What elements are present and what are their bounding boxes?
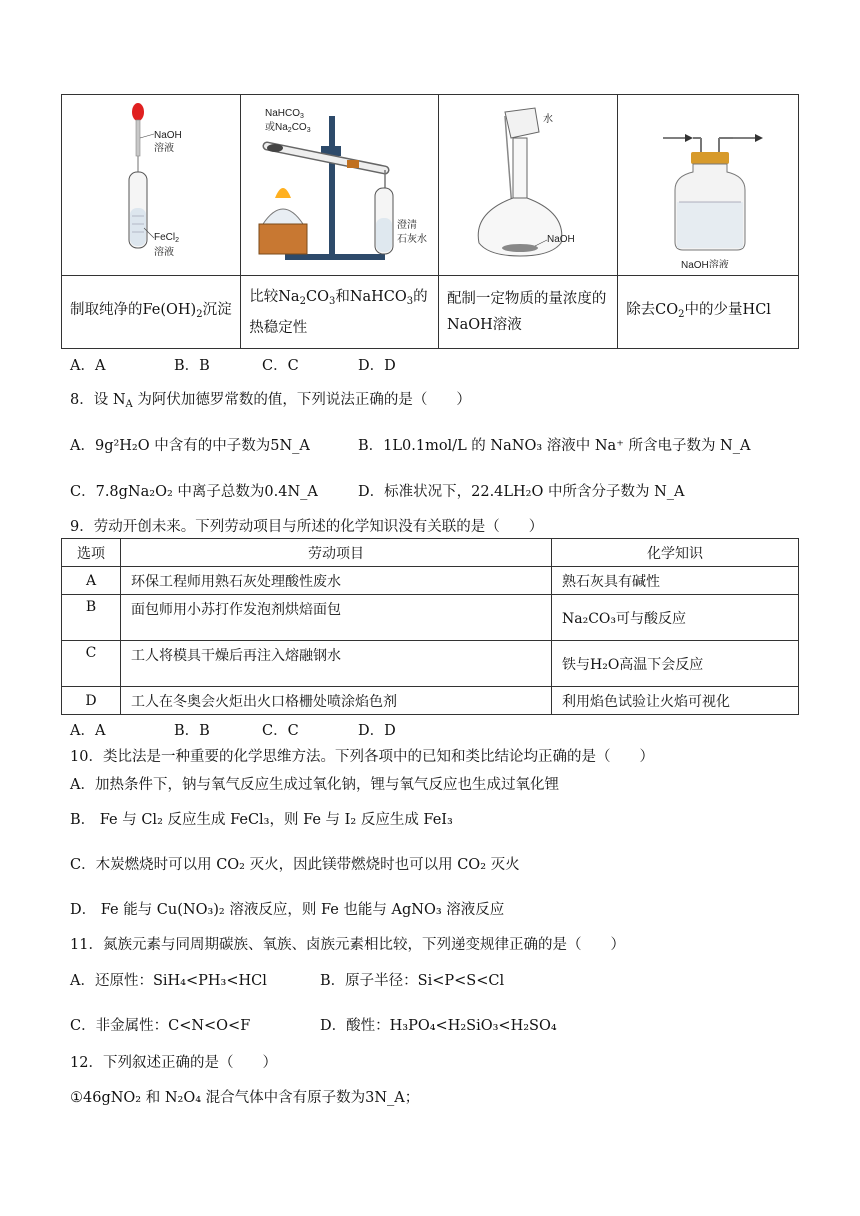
q9-option-d[interactable]: D．D (358, 723, 396, 739)
q9-row-b-labor: 面包师用小苏打作发泡剂烘焙面包 (121, 595, 552, 641)
heating-apparatus-figure (245, 98, 435, 268)
q8-option-a[interactable]: A．9g²H₂O 中含有的中子数为5N_A (70, 438, 310, 454)
q11-option-d[interactable]: D．酸性：H₃PO₄<H₂SiO₃<H₂SO₄ (320, 1018, 557, 1034)
fig-cell-3 (438, 95, 617, 276)
q9-table (61, 538, 799, 715)
fig1-label-naoh: NaOH (154, 130, 182, 141)
fig1-label-solution: 溶液 (154, 143, 175, 154)
caption-2: 比较$Na_2CO_3$和NaHCO$_3$的热稳定性 (241, 276, 439, 349)
fig1-label-fecl2: FeCl$_2$ (154, 232, 180, 244)
q9-stem: 9．劳动开创未来。下列劳动项目与所述的化学知识没有关联的是（ ） (70, 519, 544, 535)
fig1-label-solution2: 溶液 (154, 247, 175, 258)
q9-row-c-chem: 铁与H₂O高温下会反应 (552, 641, 799, 687)
q10-option-c[interactable]: C．木炭燃烧时可以用 CO₂ 灭火，因此镁带燃烧时也可以用 CO₂ 灭火 (70, 857, 520, 873)
q9-row-a-labor: 环保工程师用熟石灰处理酸性废水 (121, 567, 552, 595)
q9-row-d-labor: 工人在冬奥会火炬出火口格栅处喷涂焰色剂 (121, 687, 552, 715)
table-row (62, 687, 799, 715)
q12-stem: 12．下列叙述正确的是（ ） (70, 1055, 277, 1071)
q12-item-1: ①46gNO₂ 和 N₂O₄ 混合气体中含有原子数为3N_A； (70, 1090, 420, 1106)
q9-row-d-option: D (62, 687, 121, 715)
q9-option-c[interactable]: C．C (262, 723, 299, 739)
q11-option-a[interactable]: A．还原性：SiH₄<PH₃<HCl (70, 973, 267, 989)
q9-row-b-chem: Na₂CO₃可与酸反应 (552, 595, 799, 641)
q9-header-option: 选项 (62, 539, 121, 567)
caption-1: 制取纯净的$Fe(OH)_2$沉淀 (62, 276, 241, 349)
fig-cell-4 (618, 95, 799, 276)
fig4-label-naoh-solution: NaOH溶液 (681, 260, 729, 268)
q9-row-a-chem: 熟石灰具有碱性 (552, 567, 799, 595)
fig2-label-nahco3: NaHCO$_3$ (264, 108, 304, 120)
q9-header-chem: 化学知识 (552, 539, 799, 567)
q8-option-c[interactable]: C．7.8gNa₂O₂ 中离子总数为0.4N_A (70, 484, 318, 500)
q7-option-b[interactable]: B．B (174, 358, 210, 374)
fig2-label-clear: 澄清 (396, 220, 417, 231)
table-row (62, 641, 799, 687)
q10-option-a[interactable]: A．加热条件下，钠与氧气反应生成过氧化钠，锂与氧气反应也生成过氧化锂 (70, 777, 559, 793)
caption-3: 配制一定物质的量浓度的NaOH溶液 (438, 276, 617, 349)
q10-stem: 10．类比法是一种重要的化学思维方法。下列各项中的已知和类比结论均正确的是（ ） (70, 749, 654, 765)
dropper-testtube-figure (66, 98, 236, 268)
fig3-label-naoh: NaOH (547, 234, 575, 245)
q9-row-b-option: B (62, 595, 121, 641)
q11-option-b[interactable]: B．原子半径：Si<P<S<Cl (320, 973, 505, 989)
gas-washing-bottle-figure (623, 98, 793, 268)
q7-option-d[interactable]: D．D (358, 358, 396, 374)
q8-option-b[interactable]: B．1L0.1mol/L 的 NaNO₃ 溶液中 Na⁺ 所含电子数为 N_A (358, 438, 751, 454)
q9-row-c-option: C (62, 641, 121, 687)
q9-option-a[interactable]: A．A (70, 723, 106, 739)
q10-option-d[interactable]: D． Fe 能与 Cu(NO₃)₂ 溶液反应，则 Fe 也能与 AgNO₃ 溶液反应 (70, 902, 505, 918)
table-row (62, 567, 799, 595)
q9-header-labor: 劳动项目 (121, 539, 552, 567)
q8-stem: 8．设 $N_A$ 为阿伏加德罗常数的值，下列说法正确的是（ ） (70, 392, 471, 410)
q11-option-c[interactable]: C．非金属性：C<N<O<F (70, 1018, 251, 1034)
q7-option-a[interactable]: A．A (70, 358, 106, 374)
q9-row-a-option: A (62, 567, 121, 595)
caption-4: 除去$CO_2$中的少量HCl (618, 276, 799, 349)
q8-option-d[interactable]: D．标准状况下，22.4LH₂O 中所含分子数为 N_A (358, 484, 685, 500)
table-row (62, 595, 799, 641)
q10-option-b[interactable]: B． Fe 与 Cl₂ 反应生成 FeCl₃，则 Fe 与 I₂ 反应生成 FeI₃ (70, 812, 453, 828)
fig3-label-water: 水 (543, 114, 554, 125)
q9-row-c-labor: 工人将模具干燥后再注入熔融钢水 (121, 641, 552, 687)
fig-cell-2 (241, 95, 439, 276)
q7-option-c[interactable]: C．C (262, 358, 299, 374)
fig-cell-1 (62, 95, 241, 276)
volumetric-flask-figure (443, 98, 613, 268)
fig2-label-limewater: 石灰水 (396, 234, 427, 245)
q9-option-b[interactable]: B．B (174, 723, 210, 739)
fig2-label-na2co3: 或$Na_2CO_3$ (264, 122, 311, 134)
q9-row-d-chem: 利用焰色试验让火焰可视化 (552, 687, 799, 715)
q7-figure-table (61, 94, 799, 349)
q11-stem: 11．氮族元素与同周期碳族、氧族、卤族元素相比较，下列递变规律正确的是（ ） (70, 937, 625, 953)
